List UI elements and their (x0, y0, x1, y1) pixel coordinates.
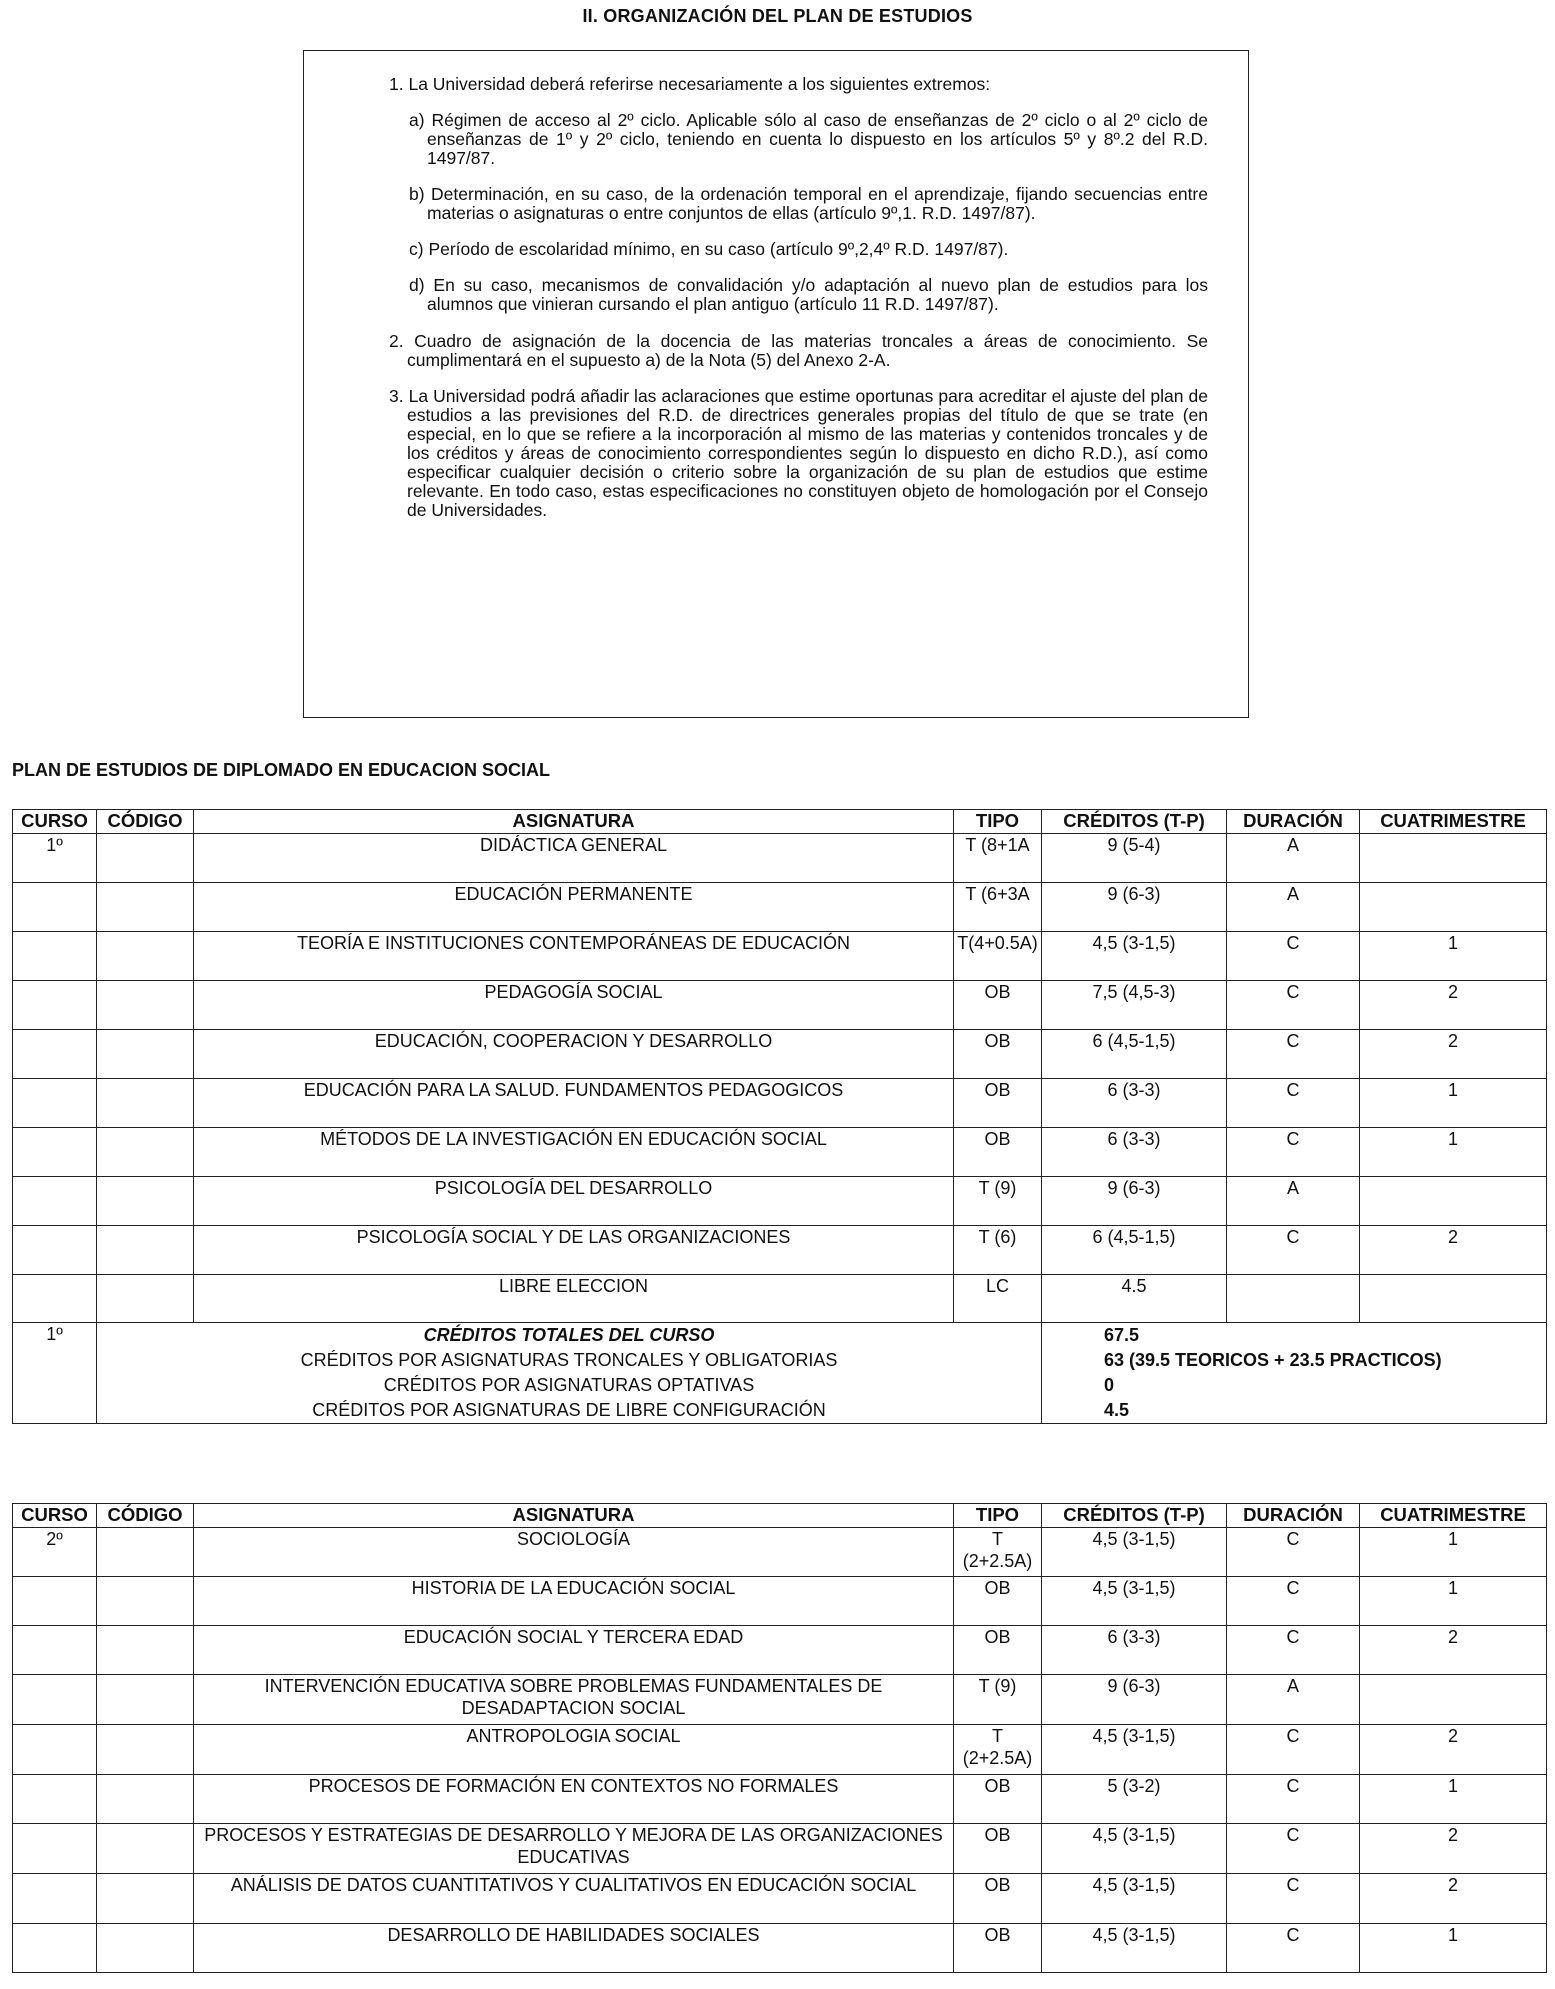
cell-codigo (97, 1725, 194, 1775)
summary-value-troncales: 63 (39.5 TEORICOS + 23.5 PRACTICOS) (1104, 1350, 1442, 1370)
table-row (13, 883, 1547, 932)
cell-creditos: 4,5 (3-1,5) (1042, 1725, 1227, 1775)
cell-duracion: C (1227, 1226, 1360, 1275)
cell-tipo: OB (954, 1626, 1042, 1675)
table-row (13, 1079, 1547, 1128)
table-row (13, 1030, 1547, 1079)
cell-asignatura: MÉTODOS DE LA INVESTIGACIÓN EN EDUCACIÓN SOCIAL (194, 1128, 954, 1177)
table-row (13, 1675, 1547, 1725)
cell-cuatrimestre: 1 (1360, 1528, 1547, 1577)
cell-asignatura: HISTORIA DE LA EDUCACIÓN SOCIAL (194, 1577, 954, 1626)
cell-duracion: C (1227, 1924, 1360, 1973)
cell-curso (13, 1226, 97, 1275)
summary-labels (97, 1323, 1042, 1424)
cell-curso: 1º (13, 834, 97, 883)
cell-duracion: C (1227, 932, 1360, 981)
summary-value-total: 67.5 (1104, 1325, 1140, 1345)
cell-creditos: 9 (6-3) (1042, 1675, 1227, 1725)
note-1-subitems (389, 111, 1208, 314)
cell-tipo: LC (954, 1275, 1042, 1323)
cell-asignatura: PEDAGOGÍA SOCIAL (194, 981, 954, 1030)
cell-curso (13, 1824, 97, 1874)
course-1-summary (13, 1323, 1547, 1424)
table-row (13, 1824, 1547, 1874)
header-duracion: DURACIÓN (1227, 810, 1360, 834)
cell-codigo (97, 1128, 194, 1177)
cell-cuatrimestre: 1 (1360, 1775, 1547, 1824)
cell-codigo (97, 1626, 194, 1675)
cell-codigo (97, 932, 194, 981)
cell-curso (13, 883, 97, 932)
cell-tipo: T (9) (954, 1177, 1042, 1226)
course-1-body (13, 834, 1547, 1323)
cell-curso (13, 1577, 97, 1626)
cell-codigo (97, 834, 194, 883)
cell-curso (13, 1725, 97, 1775)
cell-duracion: A (1227, 1675, 1360, 1725)
cell-codigo (97, 1528, 194, 1577)
cell-curso (13, 1874, 97, 1924)
cell-codigo (97, 1675, 194, 1725)
cell-duracion: C (1227, 1725, 1360, 1775)
table-row (13, 1874, 1547, 1924)
cell-creditos: 4,5 (3-1,5) (1042, 1577, 1227, 1626)
cell-curso (13, 1775, 97, 1824)
cell-curso (13, 1128, 97, 1177)
cell-codigo (97, 883, 194, 932)
table-header-row (13, 1504, 1547, 1528)
note-1a: a) Régimen de acceso al 2º ciclo. Aplicable sólo al caso de enseñanzas de 2º ciclo o al 2º ciclo de enseñanzas de 1º y 2º ciclo, teniendo en cuenta lo dispuesto en los artículos 5º y 8º.2 del R.D. 1497/87. (409, 110, 1208, 168)
cell-duracion: C (1227, 1128, 1360, 1177)
table-row (13, 1725, 1547, 1775)
cell-cuatrimestre (1360, 883, 1547, 932)
summary-value-libre: 4.5 (1104, 1400, 1130, 1420)
summary-value-optativas: 0 (1104, 1375, 1115, 1395)
course-2-body (13, 1528, 1547, 1973)
cell-tipo: OB (954, 1079, 1042, 1128)
course-1-table (12, 809, 1547, 1424)
cell-duracion: C (1227, 1874, 1360, 1924)
cell-creditos: 9 (5-4) (1042, 834, 1227, 883)
summary-values (1042, 1323, 1547, 1424)
cell-cuatrimestre: 2 (1360, 1874, 1547, 1924)
cell-cuatrimestre: 1 (1360, 1577, 1547, 1626)
note-1c: c) Período de escolaridad mínimo, en su caso (artículo 9º,2,4º R.D. 1497/87). (409, 239, 1009, 259)
summary-label-optativas: CRÉDITOS POR ASIGNATURAS OPTATIVAS (383, 1375, 755, 1395)
cell-creditos: 6 (4,5-1,5) (1042, 1030, 1227, 1079)
cell-creditos: 6 (3-3) (1042, 1128, 1227, 1177)
cell-codigo (97, 981, 194, 1030)
cell-asignatura: PSICOLOGÍA DEL DESARROLLO (194, 1177, 954, 1226)
cell-curso (13, 981, 97, 1030)
cell-creditos: 4.5 (1042, 1275, 1227, 1323)
cell-tipo: OB (954, 1030, 1042, 1079)
cell-codigo (97, 1079, 194, 1128)
cell-tipo: T (6+3A (954, 883, 1042, 932)
header-cuatrimestre: CUATRIMESTRE (1360, 1504, 1547, 1528)
cell-codigo (97, 1030, 194, 1079)
cell-codigo (97, 1924, 194, 1973)
cell-codigo (97, 1577, 194, 1626)
note-2: 2. Cuadro de asignación de la docencia de las materias troncales a áreas de conocimiento. Se cumplimentará en el supuesto a) de la Nota (5) del Anexo 2-A. (389, 331, 1208, 370)
summary-curso: 1º (13, 1323, 97, 1424)
table-row (13, 1177, 1547, 1226)
table-row (13, 1626, 1547, 1675)
table-row (13, 1275, 1547, 1323)
cell-cuatrimestre (1360, 1177, 1547, 1226)
cell-duracion: C (1227, 1775, 1360, 1824)
cell-duracion: C (1227, 1030, 1360, 1079)
cell-tipo: OB (954, 1874, 1042, 1924)
summary-label-troncales: CRÉDITOS POR ASIGNATURAS TRONCALES Y OBLIGATORIAS (300, 1350, 838, 1370)
cell-cuatrimestre: 1 (1360, 932, 1547, 981)
header-asignatura: ASIGNATURA (194, 1504, 954, 1528)
cell-duracion: C (1227, 981, 1360, 1030)
cell-creditos: 4,5 (3-1,5) (1042, 1824, 1227, 1874)
cell-asignatura: SOCIOLOGÍA (194, 1528, 954, 1577)
cell-duracion: A (1227, 1177, 1360, 1226)
cell-duracion: C (1227, 1528, 1360, 1577)
cell-codigo (97, 1775, 194, 1824)
cell-asignatura: DESARROLLO DE HABILIDADES SOCIALES (194, 1924, 954, 1973)
note-1b: b) Determinación, en su caso, de la ordenación temporal en el aprendizaje, fijando secuencias entre materias o asignaturas o entre conjuntos de ellas (artículo 9º,1. R.D. 1497/87). (409, 184, 1208, 223)
summary-label-total: CRÉDITOS TOTALES DEL CURSO (423, 1325, 715, 1345)
cell-codigo (97, 1226, 194, 1275)
cell-curso (13, 1030, 97, 1079)
header-codigo: CÓDIGO (97, 1504, 194, 1528)
cell-curso: 2º (13, 1528, 97, 1577)
cell-creditos: 6 (3-3) (1042, 1626, 1227, 1675)
cell-codigo (97, 1177, 194, 1226)
cell-curso (13, 1079, 97, 1128)
cell-asignatura: PSICOLOGÍA SOCIAL Y DE LAS ORGANIZACIONES (194, 1226, 954, 1275)
course-2-table (12, 1503, 1547, 1973)
cell-creditos: 4,5 (3-1,5) (1042, 1528, 1227, 1577)
note-1: 1. La Universidad deberá referirse necesariamente a los siguientes extremos: (389, 74, 991, 94)
header-creditos: CRÉDITOS (T-P) (1042, 810, 1227, 834)
cell-cuatrimestre: 1 (1360, 1924, 1547, 1973)
cell-tipo: T(4+0.5A) (954, 932, 1042, 981)
cell-duracion: A (1227, 834, 1360, 883)
cell-tipo: T (2+2.5A) (954, 1528, 1042, 1577)
cell-asignatura: TEORÍA E INSTITUCIONES CONTEMPORÁNEAS DE EDUCACIÓN (194, 932, 954, 981)
cell-creditos: 4,5 (3-1,5) (1042, 1874, 1227, 1924)
table-row (13, 1924, 1547, 1973)
cell-cuatrimestre: 2 (1360, 1626, 1547, 1675)
cell-creditos: 9 (6-3) (1042, 883, 1227, 932)
cell-cuatrimestre (1360, 1275, 1547, 1323)
table-row (13, 1775, 1547, 1824)
cell-curso (13, 932, 97, 981)
notes-box (303, 50, 1249, 718)
section-title: II. ORGANIZACIÓN DEL PLAN DE ESTUDIOS (582, 6, 973, 26)
cell-asignatura: PROCESOS Y ESTRATEGIAS DE DESARROLLO Y MEJORA DE LAS ORGANIZACIONES EDUCATIVAS (194, 1824, 954, 1874)
cell-cuatrimestre: 1 (1360, 1128, 1547, 1177)
cell-duracion: C (1227, 1079, 1360, 1128)
header-curso: CURSO (13, 1504, 97, 1528)
cell-asignatura: DIDÁCTICA GENERAL (194, 834, 954, 883)
cell-duracion (1227, 1275, 1360, 1323)
table-header-row (13, 810, 1547, 834)
cell-curso (13, 1177, 97, 1226)
header-duracion: DURACIÓN (1227, 1504, 1360, 1528)
cell-creditos: 6 (3-3) (1042, 1079, 1227, 1128)
cell-duracion: A (1227, 883, 1360, 932)
cell-codigo (97, 1874, 194, 1924)
summary-label-libre: CRÉDITOS POR ASIGNATURAS DE LIBRE CONFIGURACIÓN (312, 1400, 826, 1420)
header-cuatrimestre: CUATRIMESTRE (1360, 810, 1547, 834)
cell-cuatrimestre: 1 (1360, 1079, 1547, 1128)
cell-asignatura: LIBRE ELECCION (194, 1275, 954, 1323)
cell-cuatrimestre: 2 (1360, 1030, 1547, 1079)
cell-tipo: OB (954, 1924, 1042, 1973)
cell-tipo: T (6) (954, 1226, 1042, 1275)
cell-tipo: OB (954, 1577, 1042, 1626)
header-tipo: TIPO (954, 810, 1042, 834)
cell-curso (13, 1275, 97, 1323)
cell-asignatura: ANTROPOLOGIA SOCIAL (194, 1725, 954, 1775)
plan-title: PLAN DE ESTUDIOS DE DIPLOMADO EN EDUCACION SOCIAL (12, 760, 551, 780)
cell-asignatura: EDUCACIÓN PARA LA SALUD. FUNDAMENTOS PEDAGOGICOS (194, 1079, 954, 1128)
cell-creditos: 7,5 (4,5-3) (1042, 981, 1227, 1030)
cell-asignatura: EDUCACIÓN, COOPERACION Y DESARROLLO (194, 1030, 954, 1079)
header-asignatura: ASIGNATURA (194, 810, 954, 834)
table-row (13, 834, 1547, 883)
table-row (13, 1128, 1547, 1177)
cell-codigo (97, 1824, 194, 1874)
cell-creditos: 6 (4,5-1,5) (1042, 1226, 1227, 1275)
cell-asignatura: INTERVENCIÓN EDUCATIVA SOBRE PROBLEMAS FUNDAMENTALES DE DESADAPTACION SOCIAL (194, 1675, 954, 1725)
cell-creditos: 4,5 (3-1,5) (1042, 932, 1227, 981)
cell-tipo: OB (954, 981, 1042, 1030)
cell-duracion: C (1227, 1824, 1360, 1874)
cell-asignatura: PROCESOS DE FORMACIÓN EN CONTEXTOS NO FORMALES (194, 1775, 954, 1824)
cell-asignatura: EDUCACIÓN PERMANENTE (194, 883, 954, 932)
note-3: 3. La Universidad podrá añadir las aclaraciones que estime oportunas para acreditar el ajuste del plan de estudios a las previsiones del R.D. de directrices generales propias del título de que se trate (en especial, en lo que se refiere a la incorporación al mismo de las materias y contenidos troncales y de los créditos y áreas de conocimiento correspondientes según lo dispuesto en dicho R.D.), así como especificar cualquier decisión o criterio sobre la organización de su plan de estudios que estime relevante. En todo caso, estas especificaciones no constituyen objeto de homologación por el Consejo de Universidades. (389, 386, 1208, 520)
cell-curso (13, 1924, 97, 1973)
cell-cuatrimestre (1360, 1675, 1547, 1725)
header-tipo: TIPO (954, 1504, 1042, 1528)
cell-codigo (97, 1275, 194, 1323)
cell-creditos: 5 (3-2) (1042, 1775, 1227, 1824)
header-creditos: CRÉDITOS (T-P) (1042, 1504, 1227, 1528)
cell-curso (13, 1626, 97, 1675)
cell-tipo: OB (954, 1128, 1042, 1177)
table-row (13, 1577, 1547, 1626)
cell-cuatrimestre: 2 (1360, 1725, 1547, 1775)
cell-tipo: T (9) (954, 1675, 1042, 1725)
cell-asignatura: EDUCACIÓN SOCIAL Y TERCERA EDAD (194, 1626, 954, 1675)
cell-tipo: T (2+2.5A) (954, 1725, 1042, 1775)
cell-cuatrimestre: 2 (1360, 1226, 1547, 1275)
cell-duracion: C (1227, 1577, 1360, 1626)
header-codigo: CÓDIGO (97, 810, 194, 834)
summary-row (13, 1323, 1547, 1424)
table-row (13, 1528, 1547, 1577)
cell-cuatrimestre: 2 (1360, 981, 1547, 1030)
cell-duracion: C (1227, 1626, 1360, 1675)
cell-asignatura: ANÁLISIS DE DATOS CUANTITATIVOS Y CUALITATIVOS EN EDUCACIÓN SOCIAL (194, 1874, 954, 1924)
note-1d: d) En su caso, mecanismos de convalidación y/o adaptación al nuevo plan de estudios para los alumnos que vinieran cursando el plan antiguo (artículo 11 R.D. 1497/87). (409, 275, 1208, 314)
header-curso: CURSO (13, 810, 97, 834)
cell-tipo: T (8+1A (954, 834, 1042, 883)
cell-curso (13, 1675, 97, 1725)
cell-tipo: OB (954, 1824, 1042, 1874)
table-row (13, 981, 1547, 1030)
table-row (13, 1226, 1547, 1275)
cell-creditos: 9 (6-3) (1042, 1177, 1227, 1226)
cell-cuatrimestre (1360, 834, 1547, 883)
cell-tipo: OB (954, 1775, 1042, 1824)
table-row (13, 932, 1547, 981)
cell-creditos: 4,5 (3-1,5) (1042, 1924, 1227, 1973)
cell-cuatrimestre: 2 (1360, 1824, 1547, 1874)
